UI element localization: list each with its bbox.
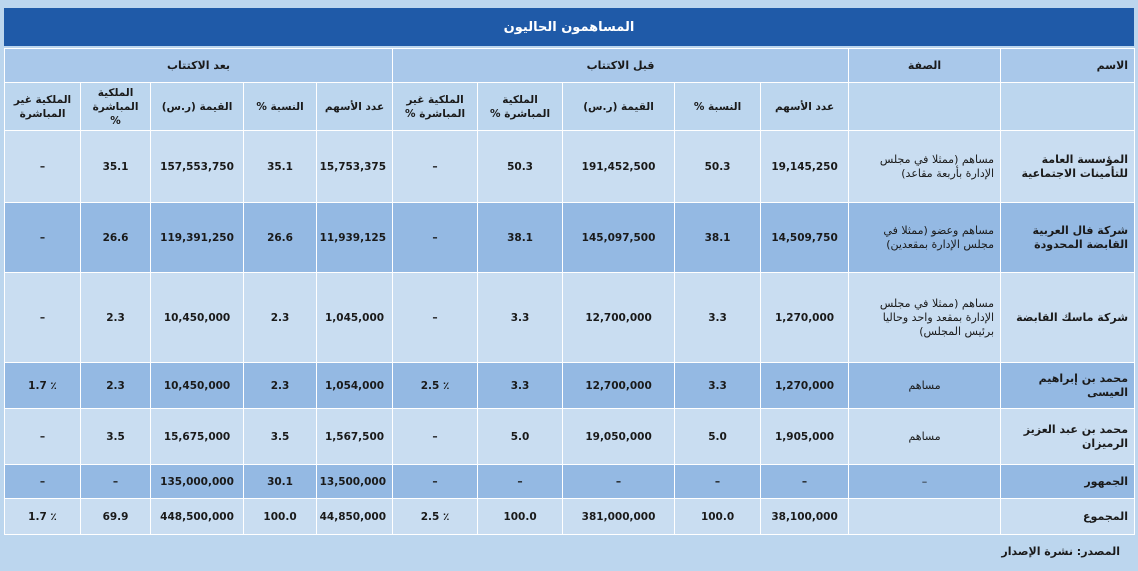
- cell-name: محمد بن عبد العزيز الرميزان: [1001, 409, 1135, 465]
- header-name: الاسم: [1001, 49, 1135, 83]
- table-row: [5, 363, 1135, 409]
- cell-value: –: [5, 465, 81, 499]
- cell-value: –: [393, 131, 478, 203]
- cell-value: ٪ 1.7: [5, 363, 81, 409]
- cell-value: –: [81, 465, 151, 499]
- cell-value: 13,500,000: [317, 465, 393, 499]
- cell-value: ٪ 1.7: [5, 499, 81, 535]
- table-row: [5, 273, 1135, 363]
- cell-value: 448,500,000: [151, 499, 244, 535]
- cell-name: المؤسسة العامة للتأمينات الاجتماعية: [1001, 131, 1135, 203]
- cell-value: 145,097,500: [563, 203, 675, 273]
- cell-value: –: [5, 203, 81, 273]
- cell-value: 50.3: [478, 131, 563, 203]
- cell-value: 1,270,000: [761, 363, 849, 409]
- subheader-name-empty: [1001, 83, 1135, 131]
- cell-value: 2.3: [244, 273, 317, 363]
- cell-value: –: [393, 465, 478, 499]
- table-title: المساهمون الحاليون: [4, 8, 1134, 46]
- cell-value: –: [563, 465, 675, 499]
- cell-value: 12,700,000: [563, 273, 675, 363]
- cell-value: 5.0: [675, 409, 761, 465]
- cell-value: 119,391,250: [151, 203, 244, 273]
- table-row: [5, 131, 1135, 203]
- cell-role: –: [849, 465, 1001, 499]
- cell-value: 14,509,750: [761, 203, 849, 273]
- cell-value: 19,145,250: [761, 131, 849, 203]
- cell-value: 381,000,000: [563, 499, 675, 535]
- cell-name: المجموع: [1001, 499, 1135, 535]
- subheader-before-percent: النسبة %: [675, 83, 761, 131]
- cell-value: 35.1: [81, 131, 151, 203]
- subheader-before-direct: الملكية المباشرة %: [478, 83, 563, 131]
- cell-value: 10,450,000: [151, 363, 244, 409]
- cell-value: 38.1: [675, 203, 761, 273]
- table-row: [5, 409, 1135, 465]
- cell-value: 100.0: [478, 499, 563, 535]
- cell-value: –: [478, 465, 563, 499]
- cell-value: 3.3: [478, 363, 563, 409]
- cell-value: –: [675, 465, 761, 499]
- cell-value: 135,000,000: [151, 465, 244, 499]
- subheader-after-direct: الملكية المباشرة %: [81, 83, 151, 131]
- cell-value: 2.3: [81, 363, 151, 409]
- cell-value: 2.3: [244, 363, 317, 409]
- cell-value: 26.6: [81, 203, 151, 273]
- subheader-before-indirect: الملكية غير المباشرة %: [393, 83, 478, 131]
- cell-value: 11,939,125: [317, 203, 393, 273]
- subheader-after-value: القيمة (ر.س): [151, 83, 244, 131]
- table-row: [5, 203, 1135, 273]
- cell-value: –: [393, 273, 478, 363]
- cell-value: 2.3: [81, 273, 151, 363]
- cell-value: 1,567,500: [317, 409, 393, 465]
- cell-value: –: [5, 131, 81, 203]
- cell-role: مساهم: [849, 363, 1001, 409]
- subheader-after-percent: النسبة %: [244, 83, 317, 131]
- cell-value: 1,054,000: [317, 363, 393, 409]
- cell-value: 38,100,000: [761, 499, 849, 535]
- cell-value: 30.1: [244, 465, 317, 499]
- table-row-total: [5, 499, 1135, 535]
- cell-value: 191,452,500: [563, 131, 675, 203]
- cell-role: مساهم (ممثلا في مجلس الإدارة بمقعد واحد وحاليا برئيس المجلس): [849, 273, 1001, 363]
- subheader-after-shares: عدد الأسهم: [317, 83, 393, 131]
- cell-value: 3.3: [675, 273, 761, 363]
- cell-role: [849, 499, 1001, 535]
- cell-value: 35.1: [244, 131, 317, 203]
- cell-value: 1,905,000: [761, 409, 849, 465]
- cell-value: 1,270,000: [761, 273, 849, 363]
- cell-role: مساهم: [849, 409, 1001, 465]
- cell-value: 3.3: [478, 273, 563, 363]
- shareholders-table: [4, 48, 1135, 535]
- cell-value: 100.0: [244, 499, 317, 535]
- cell-value: –: [5, 273, 81, 363]
- cell-value: 5.0: [478, 409, 563, 465]
- cell-value: 3.5: [244, 409, 317, 465]
- header-before: قبل الاكتتاب: [393, 49, 849, 83]
- cell-value: –: [393, 409, 478, 465]
- cell-value: 10,450,000: [151, 273, 244, 363]
- subheader-role-empty: [849, 83, 1001, 131]
- cell-value: ٪ 2.5: [393, 363, 478, 409]
- cell-role: مساهم وعضو (ممثلا في مجلس الإدارة بمقعدين): [849, 203, 1001, 273]
- table-row: [5, 465, 1135, 499]
- cell-value: 26.6: [244, 203, 317, 273]
- cell-value: 3.3: [675, 363, 761, 409]
- cell-value: 69.9: [81, 499, 151, 535]
- cell-value: 1,045,000: [317, 273, 393, 363]
- cell-value: 50.3: [675, 131, 761, 203]
- cell-value: 38.1: [478, 203, 563, 273]
- source-note: المصدر: نشرة الإصدار: [4, 536, 1130, 566]
- cell-value: ٪ 2.5: [393, 499, 478, 535]
- cell-value: –: [393, 203, 478, 273]
- cell-name: محمد بن إبراهيم العيسى: [1001, 363, 1135, 409]
- header-after: بعد الاكتتاب: [5, 49, 393, 83]
- subheader-before-shares: عدد الأسهم: [761, 83, 849, 131]
- cell-value: –: [761, 465, 849, 499]
- cell-role: مساهم (ممثلا في مجلس الإدارة بأربعة مقاعد): [849, 131, 1001, 203]
- cell-value: 15,753,375: [317, 131, 393, 203]
- subheader-after-indirect: الملكية غير المباشرة: [5, 83, 81, 131]
- cell-value: 157,553,750: [151, 131, 244, 203]
- subheader-before-value: القيمة (ر.س): [563, 83, 675, 131]
- cell-value: –: [5, 409, 81, 465]
- cell-value: 100.0: [675, 499, 761, 535]
- cell-value: 12,700,000: [563, 363, 675, 409]
- cell-value: 19,050,000: [563, 409, 675, 465]
- header-role: الصفة: [849, 49, 1001, 83]
- cell-name: شركة فال العربية القابضة المحدودة: [1001, 203, 1135, 273]
- cell-name: شركة ماسك القابضة: [1001, 273, 1135, 363]
- cell-value: 15,675,000: [151, 409, 244, 465]
- cell-name: الجمهور: [1001, 465, 1135, 499]
- cell-value: 44,850,000: [317, 499, 393, 535]
- cell-value: 3.5: [81, 409, 151, 465]
